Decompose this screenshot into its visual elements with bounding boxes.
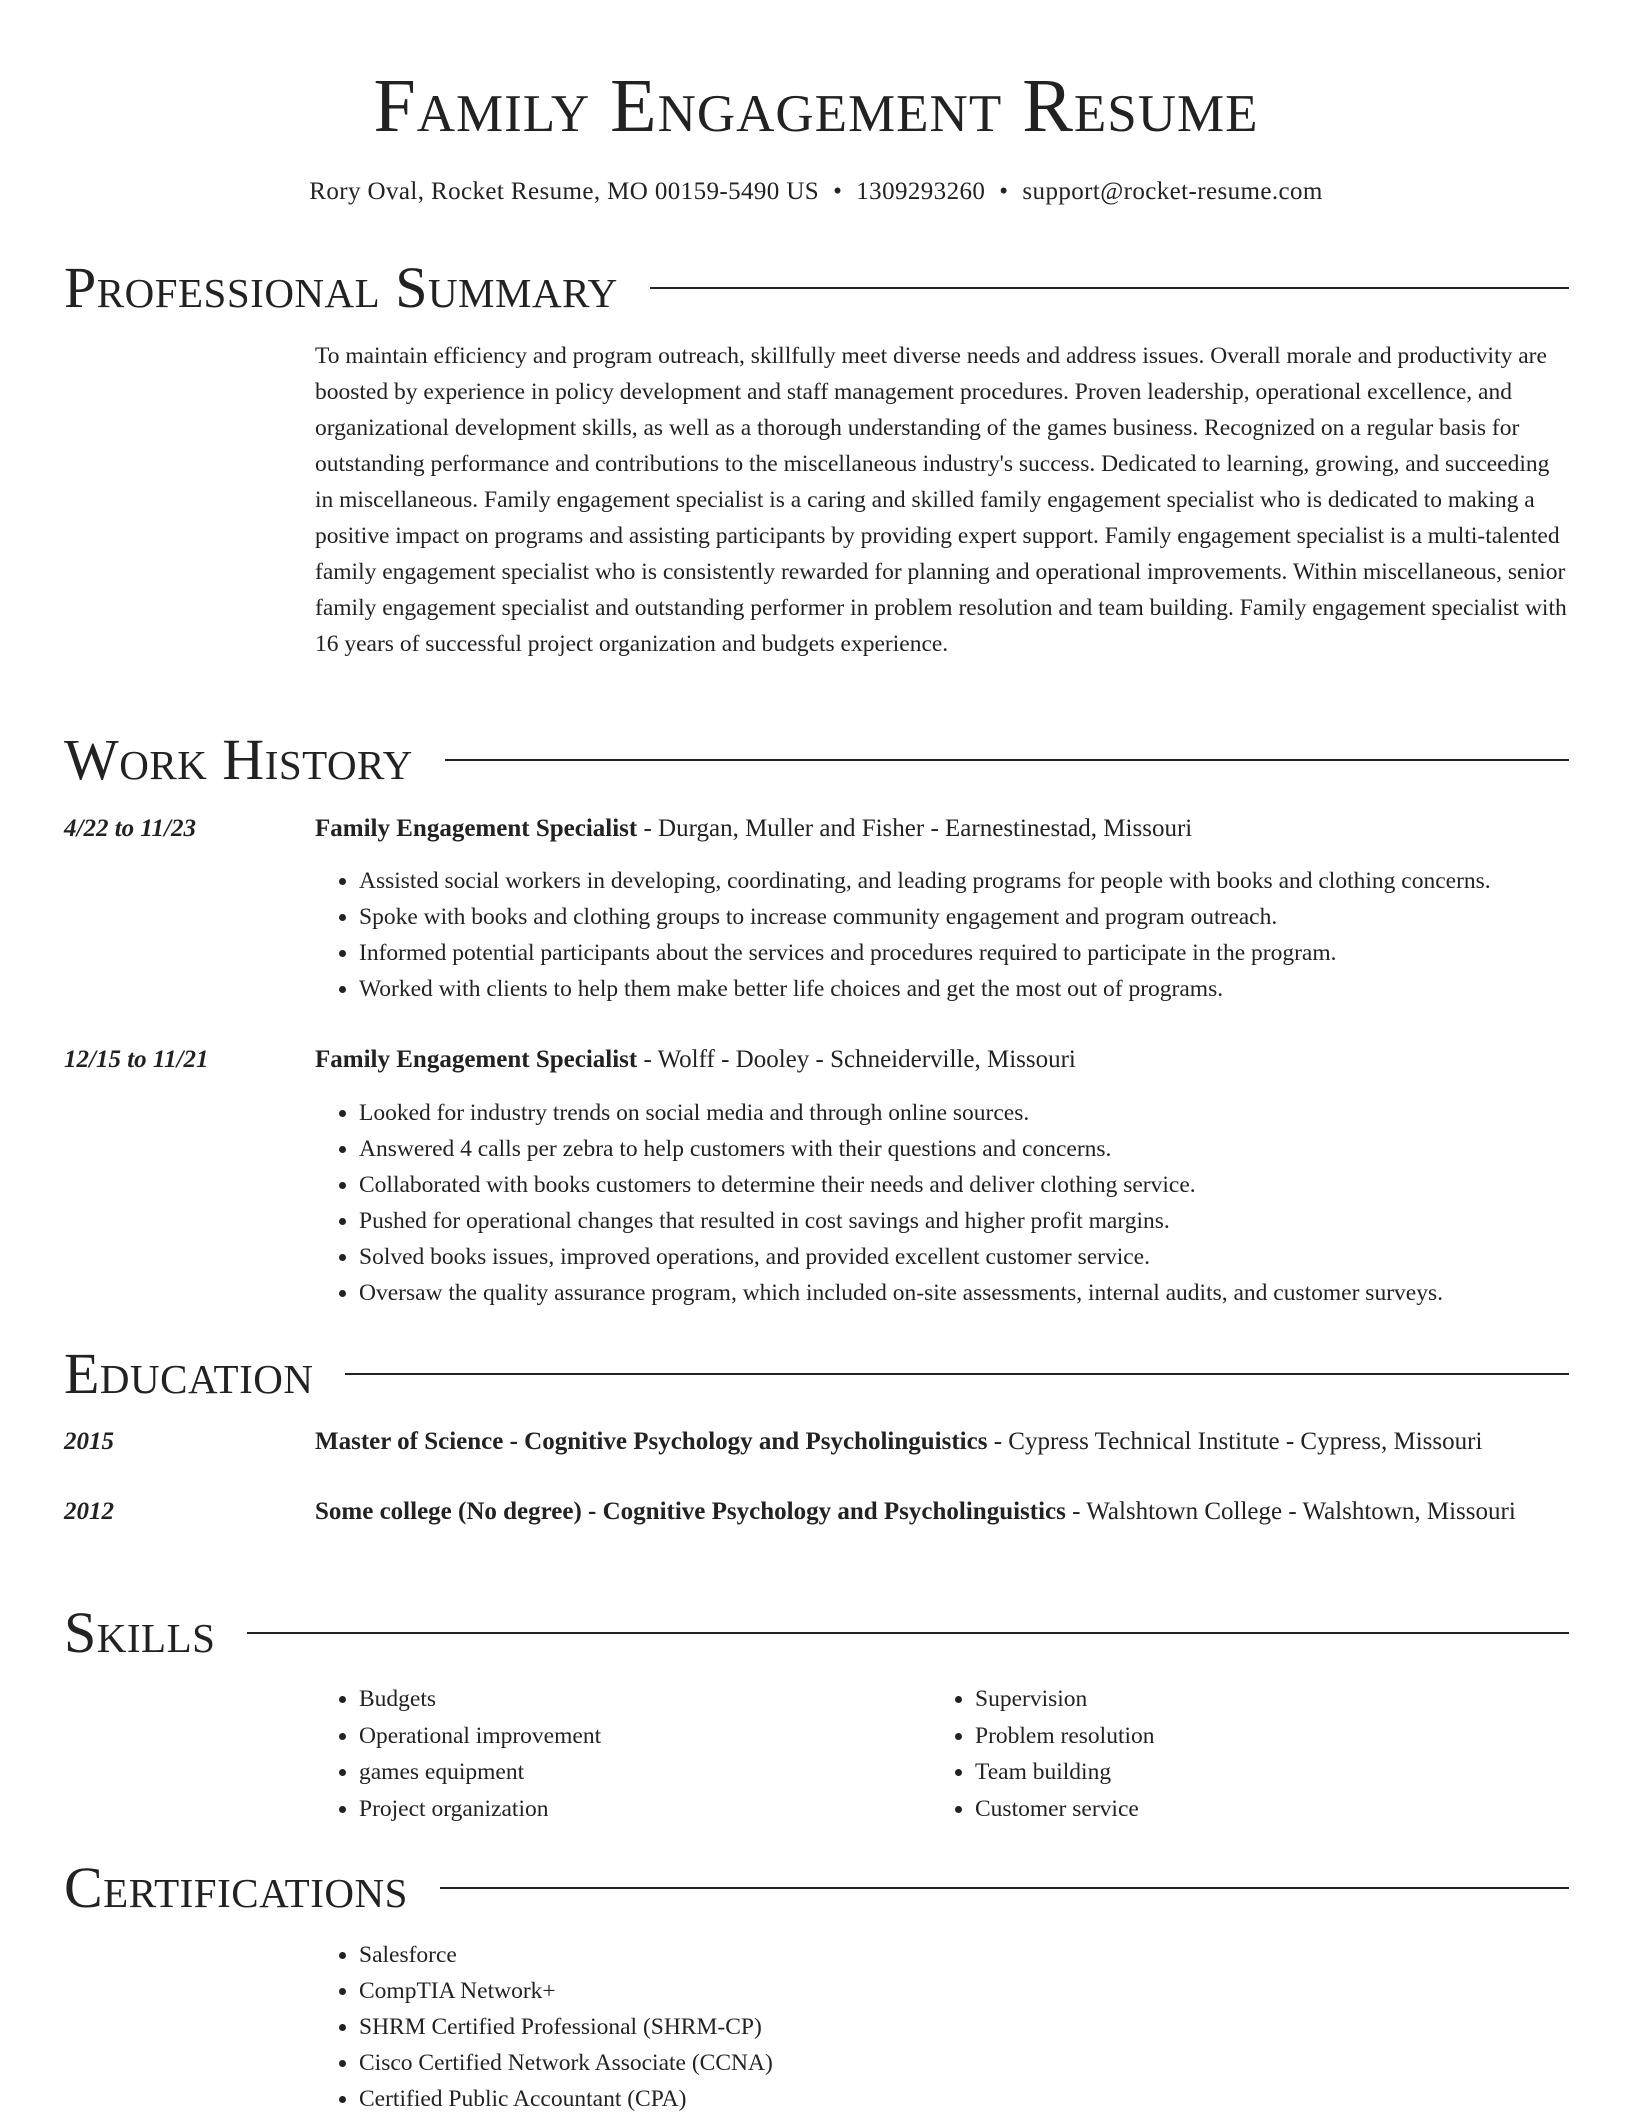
- section-header-work-history: [64, 725, 1569, 795]
- job-duties-list: [315, 1095, 1619, 1311]
- skill-item: • Operational improvement: [359, 1718, 919, 1755]
- section-divider: [440, 1887, 1569, 1889]
- job-title: Family Engagement Specialist: [315, 1046, 638, 1073]
- certification-item: • SHRM Certified Professional (SHRM-CP): [359, 2009, 1619, 2045]
- contact-separator: •: [833, 178, 843, 205]
- section-header-skills: [64, 1598, 1569, 1668]
- contact-line: [0, 174, 1632, 210]
- section-title-work-history: Work History: [64, 727, 413, 792]
- job-employer: - Durgan, Muller and Fisher - Earnestinestad, Missouri: [637, 815, 1193, 842]
- certifications-list: [315, 1937, 1619, 2117]
- section-header-certifications: [64, 1853, 1569, 1923]
- job-duty: • Answered 4 calls per zebra to help customers with their questions and concerns.: [359, 1131, 1619, 1167]
- section-header-summary: [64, 253, 1569, 323]
- education-year: 2012: [64, 1498, 114, 1525]
- professional-summary-text: To maintain efficiency and program outreach, skillfully meet diverse needs and address issues. Overall morale and productivity are boosted by experience in policy development and staff management procedures. Proven leadership, operational excellence, and organizational development skills, as well as a thorough understanding of the games business. Recognized on a regular basis for outstanding performance and contributions to the miscellaneous industry's success. Dedicated to learning, growing, and succeeding in miscellaneous. Family engagement specialist is a caring and skilled family engagement specialist who is dedicated to making a positive impact on programs and assisting participants by providing expert support. Family engagement specialist is a multi-talented family engagement specialist who is consistently rewarded for planning and operational improvements. Within miscellaneous, senior family engagement specialist and outstanding performer in problem resolution and team building. Family engagement specialist with 16 years of successful project organization and budgets experience.: [315, 343, 1567, 657]
- education-degree: Master of Science - Cognitive Psychology and Psycholinguistics: [315, 1428, 988, 1455]
- section-title-certifications: Certifications: [64, 1855, 408, 1920]
- certification-item: • CompTIA Network+: [359, 1973, 1619, 2009]
- section-divider: [345, 1373, 1569, 1375]
- contact-email: support@rocket-resume.com: [1022, 178, 1323, 205]
- job-duty: • Spoke with books and clothing groups to increase community engagement and program outreach.: [359, 899, 1619, 935]
- certification-item: • Salesforce: [359, 1937, 1619, 1973]
- skill-item: • Team building: [975, 1754, 1535, 1791]
- section-title-skills: Skills: [64, 1600, 216, 1665]
- job-duty: • Oversaw the quality assurance program, which included on-site assessments, internal audits, and customer surveys.: [359, 1275, 1619, 1311]
- skills-list-right: [931, 1681, 1535, 1827]
- job-dates: 12/15 to 11/21: [64, 1046, 209, 1073]
- education-entry: [315, 1422, 1570, 1462]
- contact-address: Rory Oval, Rocket Resume, MO 00159-5490 US: [309, 178, 820, 205]
- skill-item: • Supervision: [975, 1681, 1535, 1718]
- education-school: - Cypress Technical Institute - Cypress, Missouri: [987, 1428, 1483, 1455]
- job-duty: • Pushed for operational changes that resulted in cost savings and higher profit margins.: [359, 1203, 1619, 1239]
- certification-item: • Cisco Certified Network Associate (CCNA): [359, 2045, 1619, 2081]
- education-degree: Some college (No degree) - Cognitive Psychology and Psycholinguistics: [315, 1498, 1066, 1525]
- job-duty: • Looked for industry trends on social media and through online sources.: [359, 1095, 1619, 1131]
- education-year: 2015: [64, 1428, 114, 1455]
- certification-item: • Certified Public Accountant (CPA): [359, 2081, 1619, 2117]
- education-entry: [315, 1492, 1570, 1532]
- contact-phone: 1309293260: [856, 178, 986, 205]
- skill-item: • games equipment: [359, 1754, 919, 1791]
- section-title-education: Education: [64, 1341, 314, 1406]
- skills-list-left: [315, 1681, 919, 1827]
- section-divider: [650, 287, 1569, 289]
- job-heading: [315, 809, 1570, 849]
- job-employer: - Wolff - Dooley - Schneiderville, Missouri: [637, 1046, 1076, 1073]
- job-heading: [315, 1040, 1570, 1080]
- section-divider: [247, 1632, 1569, 1634]
- job-duty: • Assisted social workers in developing, coordinating, and leading programs for people with books and clothing concerns.: [359, 863, 1619, 899]
- section-divider: [445, 759, 1569, 761]
- job-duty: • Solved books issues, improved operations, and provided excellent customer service.: [359, 1239, 1619, 1275]
- skill-item: • Problem resolution: [975, 1718, 1535, 1755]
- skill-item: • Customer service: [975, 1791, 1535, 1828]
- job-duties-list: [315, 863, 1619, 1007]
- job-duty: • Informed potential participants about the services and procedures required to participate in the program.: [359, 935, 1619, 971]
- resume-title: Family Engagement Resume: [373, 64, 1259, 148]
- job-title: Family Engagement Specialist: [315, 815, 638, 842]
- education-school: - Walshtown College - Walshtown, Missouri: [1065, 1498, 1516, 1525]
- section-header-education: [64, 1339, 1569, 1409]
- job-dates: 4/22 to 11/23: [64, 815, 196, 842]
- skill-item: • Project organization: [359, 1791, 919, 1828]
- job-duty: • Collaborated with books customers to determine their needs and deliver clothing service.: [359, 1167, 1619, 1203]
- section-title-summary: Professional Summary: [64, 255, 618, 320]
- contact-separator: •: [999, 178, 1009, 205]
- skill-item: • Budgets: [359, 1681, 919, 1718]
- job-duty: • Worked with clients to help them make better life choices and get the most out of programs.: [359, 971, 1619, 1007]
